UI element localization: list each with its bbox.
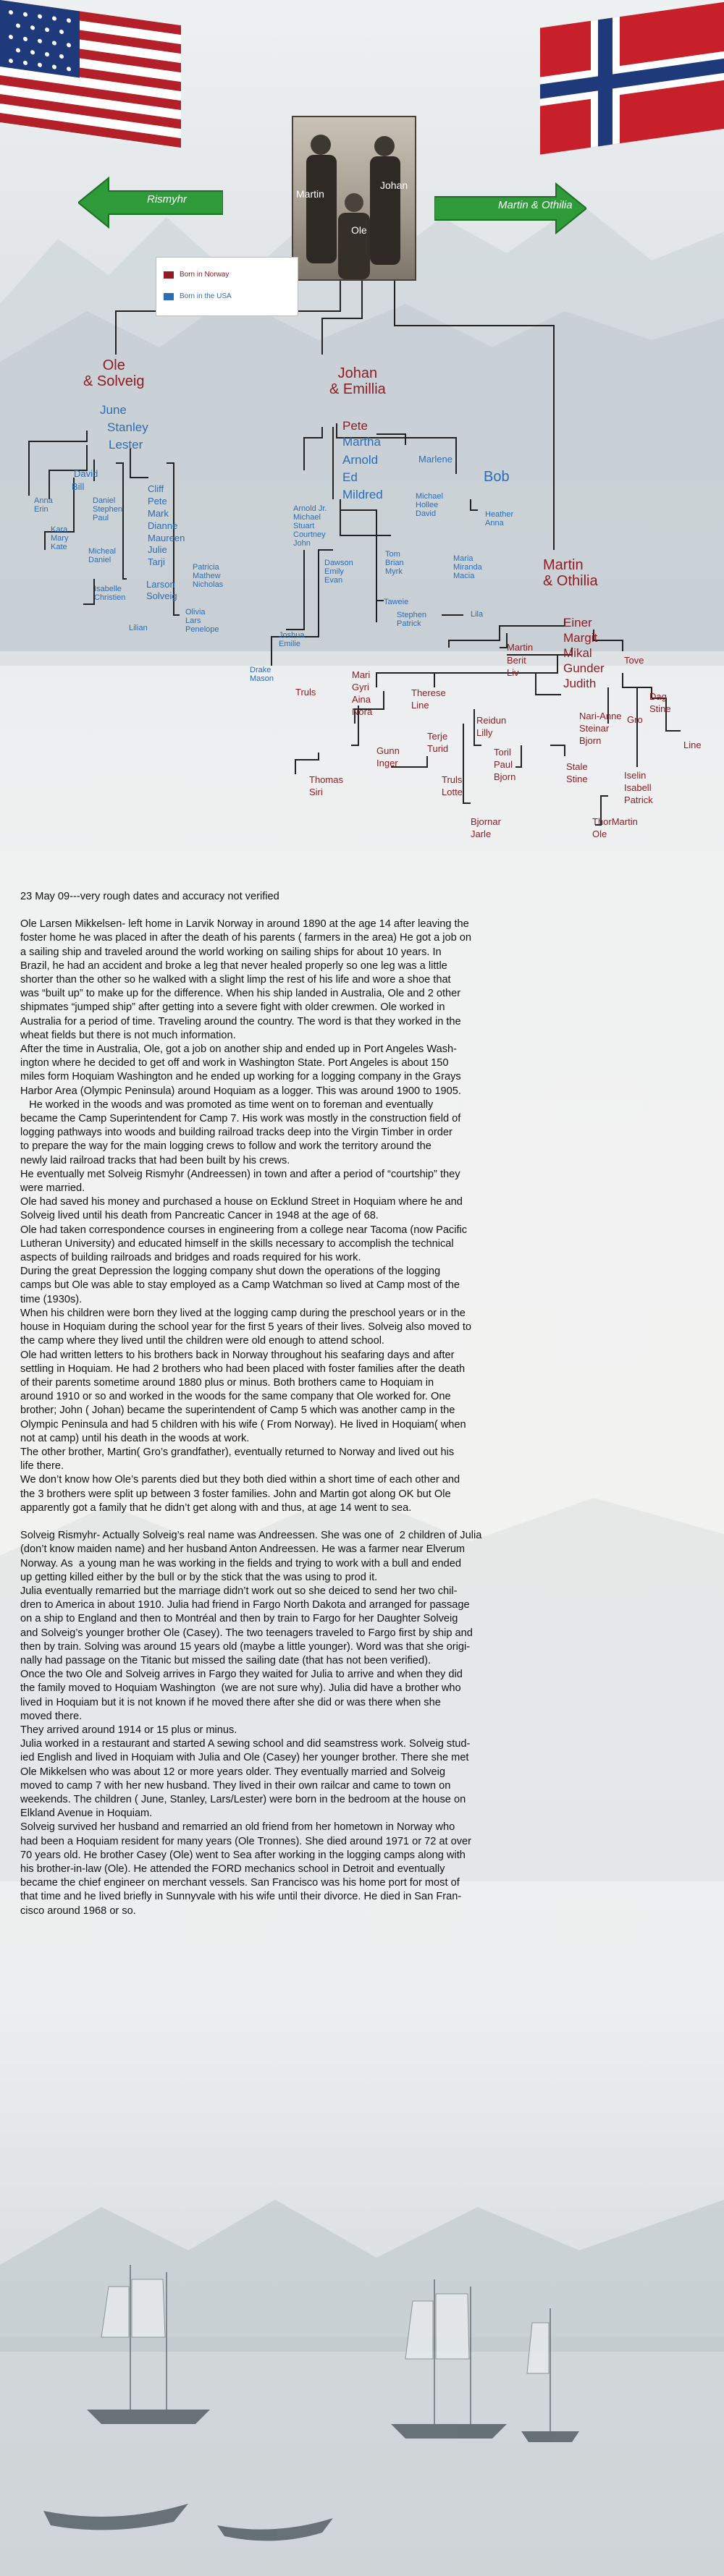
story-line: apparently got a family that he didn’t get along with and thus, at age 14 went to sea. (20, 1501, 412, 1514)
story-line: Ole Larsen Mikkelsen- left home in Larvik Norway in around 1890 at the age 14 after leaving the (20, 918, 469, 931)
story-line: nally had passage on the Titanic but missed the sailing date (that has not been verified). (20, 1654, 432, 1666)
tree-truls: Truls (295, 687, 316, 698)
story-line: Ole had saved his money and purchased a house on Ecklund Street in Hoquiam where he and (20, 1196, 463, 1208)
tree-truls-lotte: Truls Lotte (442, 774, 463, 797)
tree-drake-mason: Drake Mason (250, 666, 274, 684)
tree-isabelle-christien: Isabelle Christien (94, 585, 126, 603)
tree-lilian: Lilian (129, 624, 148, 632)
story-line: on a ship to England and then to Montréal and then by train to Fargo for her Daughter Solveig (20, 1613, 458, 1625)
story-line: During the great Depression the logging company shut down the operations of the logging (20, 1266, 441, 1278)
story-line: the family moved to Hoquiam Washington (we are not sure why). Julia did have a brother who (20, 1682, 461, 1695)
story-line: foster home he was placed in after the death of his parents ( farmers in the area) He got a job on (20, 932, 472, 944)
story-line: dren to America in about 1910. Julia had friend in Fargo North Dakota and arranged for passage (20, 1599, 470, 1611)
tree-thomas-siri: Thomas Siri (309, 774, 343, 797)
tree-bob: Bob (484, 469, 510, 485)
tree-margit: Margit (563, 631, 598, 645)
story-line: of their parents sometime around 1880 plus or minus. Both brothers came to Hoquiam in (20, 1376, 434, 1389)
story-line: cisco around 1968 or so. (20, 1905, 136, 1917)
tree-gro: Gro (627, 714, 643, 725)
story-line: to prepare the way for the main logging crews to follow and work the territory around the (20, 1140, 432, 1153)
tree-david: David (74, 468, 98, 479)
story-line: When his children were born they lived at the logging camp during the preschool years or in the (20, 1307, 466, 1319)
story-line: wheat fields but there is not much information. (20, 1029, 236, 1041)
story-line: became the chief engineer on merchant vessels. San Francisco was his home port for most of (20, 1877, 460, 1889)
tree-lester: Lester (109, 438, 143, 452)
story-line: settling in Hoquiam. He had 2 brothers who had been placed with foster families after the death (20, 1363, 466, 1375)
tree-gunn-inger: Gunn Inger (376, 745, 400, 768)
tree-ed: Ed (342, 470, 358, 484)
tree-marlene: Marlene (418, 454, 452, 465)
tree-johan-emillia: Johan & Emillia (329, 365, 386, 397)
story-line: 70 years old. He brother Casey (Ole) went to Sea after working in the logging camps along with (20, 1849, 466, 1861)
tree-taweie: Taweie (384, 598, 409, 606)
story-line: (don’t know maiden name) and her husband Anton Andreessen. He was a farmer near Elverum (20, 1543, 466, 1556)
story-line: Julia worked in a restaurant and started A sewing school and did seamstress work. Solveig stud- (20, 1738, 471, 1750)
story-line: Solveig Rismyhr- Actually Solveig’s real name was Andreessen. She was one of 2 children of Julia (20, 1530, 482, 1542)
tree-arnold: Arnold (342, 453, 379, 467)
story-line: weekends. The children ( June, Stanley, Lars/Lester) were born in the bedroom at the house on (20, 1793, 466, 1805)
tree-gunder: Gunder (563, 661, 605, 675)
story-line: logging pathways into woods and building railroad tracks deep into the Virgin Timber in order (20, 1127, 452, 1139)
story-line: Ole Mikkelsen who was about 12 or more years older. They eventually married and Solveig (20, 1766, 446, 1778)
tree-stale-stine: Stale Stine (566, 761, 588, 784)
story-line: lived in Hoquiam but it is not known if he moved there after she did or was there when she (20, 1696, 441, 1708)
story-line: Olympic Peninsula and had 5 children with his wife ( From Norway). He lived in Hoquiam( when (20, 1418, 466, 1431)
story-line: He worked in the woods and was promoted as time went on to foreman and eventually (20, 1098, 434, 1111)
tree-anna-erin: Anna Erin (34, 496, 53, 514)
arrow-left-label: Rismyhr (147, 193, 187, 206)
story-line: Once the two Ole and Solveig arrives in Fargo they waited for Julia to arrive and when they did (20, 1669, 463, 1681)
tree-martin-berit-liv: Martin Berit Liv (507, 642, 534, 679)
tree-cliff-group: Cliff Pete Mark Dianne Maureen Julie Tarji (148, 483, 185, 568)
legend-norway-label: Born in Norway (180, 271, 230, 279)
tree-june: June (100, 403, 127, 417)
tree-micheal-daniel: Micheal Daniel (88, 547, 116, 565)
story-line: Brazil, he had an accident and broke a leg that never healed properly so one leg was a little (20, 959, 447, 972)
tree-line-2: Line (683, 740, 702, 750)
story-line: up getting killed either by the bull or by the stick that the was using to prod it. (20, 1571, 378, 1583)
story-line: the camp where they lived until the children were old enough to attend school. (20, 1335, 384, 1347)
tree-martha: Martha (342, 435, 381, 449)
story-line: time (1930s). (20, 1293, 83, 1305)
photo-label-martin: Martin (296, 188, 324, 200)
tree-maria-group: Maria Miranda Macia (453, 554, 482, 581)
tree-tove: Tove (624, 655, 644, 666)
tree-arnold-group: Arnold Jr. Michael Stuart Courtney John (293, 504, 327, 548)
tree-dag-stine: Dag Stine (649, 691, 671, 714)
story-line: life there. (20, 1460, 64, 1473)
story-line: Ole had taken correspondence courses in engineering from a college near Tacoma (now Pacific (20, 1224, 468, 1236)
story-line: camps but Ole was able to stay employed as a Camp Watchman so lived at Camp most of the (20, 1279, 460, 1292)
tree-dawson-group: Dawson Emily Evan (324, 559, 353, 585)
sailing-ships-illustration (0, 2120, 724, 2576)
story-line: that time and he lived briefly in Sunnyvale with his wife until their divorce. He died in San Fran- (20, 1891, 462, 1903)
tree-stanley: Stanley (107, 420, 148, 434)
story-line: were married. (20, 1182, 85, 1195)
tree-olivia-group: Olivia Lars Penelope (185, 608, 219, 635)
family-tree (0, 0, 724, 868)
tree-therese-line: Therese Line (411, 687, 446, 711)
story-line: Norway. As a young man he was working in the fields and trying to work with a bull and ended (20, 1557, 461, 1569)
story-line: brother; John ( Johan) became the superintendent of Camp 5 which was another camp in the (20, 1404, 455, 1417)
story-line: They arrived around 1914 or 15 plus or minus. (20, 1724, 237, 1736)
tree-thormartin-ole: ThorMartin Ole (592, 816, 638, 839)
story-line: aspects of building railroads and bridges and roads required for his work. (20, 1252, 361, 1264)
story-line: ied English and lived in Hoquiam with Julia and Ole (Casey) her younger brother. There she met (20, 1752, 469, 1764)
tree-bjornar-jarle: Bjornar Jarle (471, 816, 501, 839)
story-line: his brother-in-law (Ole). He attended the FORD mechanics school in Detroit and eventually (20, 1863, 445, 1875)
story-line: Elkland Avenue in Hoquiam. (20, 1808, 153, 1820)
tree-larson-solveig: Larson Solveig (146, 579, 177, 602)
tree-martin-othilia: Martin & Othilia (543, 557, 598, 589)
story-line: Australia for a period of time. Traveling around the country. The word is that they worked in the (20, 1015, 461, 1028)
story-line: not at camp) until his death in the woods at work. (20, 1432, 250, 1444)
tree-michael-hollee-david: Michael Hollee David (416, 492, 443, 519)
story-line: and Solveig’s younger brother Ole (Casey). The two teenagers traveled to Fargo first by ship and (20, 1627, 473, 1639)
story-line: miles form Hoquiam Washington and he ended up working for a logging company in the Grays (20, 1071, 461, 1083)
tree-judith: Judith (563, 677, 597, 690)
photo-label-ole: Ole (351, 224, 367, 236)
story-line: Harbor Area (Olympic Peninsula) around Hoquiam as a logger. This was around 1900 to 1905. (20, 1085, 461, 1097)
story-line: Solveig lived until his death from Pancreatic Cancer in 1948 at the age of 68. (20, 1210, 379, 1222)
story-line: shipmates “jumped ship” after getting into a severe fight with older crewmen. Ole worked in (20, 1001, 445, 1014)
story-line: moved there. (20, 1710, 83, 1722)
tree-daniel-stephen-paul: Daniel Stephen Paul (93, 496, 122, 523)
story-line: house in Hoquiam during the school year for the first 5 years of their lives. Solveig also moved to (20, 1321, 471, 1334)
story-line (20, 1515, 708, 1529)
story-line: Solveig survived her husband and remarried an old friend from her hometown in Norway who (20, 1821, 455, 1834)
tree-joshua-emilie: Joshua Emilie (279, 631, 305, 649)
tree-reidun-lilly: Reidun Lilly (476, 715, 507, 738)
legend-usa-label: Born in the USA (180, 292, 232, 300)
story-line: then by train. Solving was around 15 years old (maybe a little younger). Word was that she origi- (20, 1640, 471, 1653)
story-line: Ole had written letters to his brothers back in Norway throughout his seafaring days and after (20, 1349, 455, 1361)
tree-heather-anna: Heather Anna (485, 510, 514, 528)
story-line: We don’t know how Ole’s parents died but they both died within a short time of each other and (20, 1474, 460, 1486)
family-history-text (20, 890, 708, 1918)
tree-nari-anne-group: Nari-Anne Steinar Bjorn (579, 711, 622, 746)
story-line: a sailing ship and traveled around the world working on sailing ships for about 10 years. In (20, 946, 442, 958)
story-line: had been a Hoquiam resident for many years (Ole Tronnes). She died around 1971 or 72 at over (20, 1835, 472, 1847)
photo-label-johan: Johan (380, 179, 408, 191)
story-line: ington where he decided to get off and work in Washington State. Port Angeles is about 150 (20, 1057, 449, 1069)
tree-mildred: Mildred (342, 488, 383, 501)
tree-mari-group: Mari Gyri Aina Nora (352, 669, 373, 717)
tree-kara-mary-kate: Kara Mary Kate (51, 525, 69, 552)
story-line: around 1910 or so and worked in the woods for the same company that Ole worked for. One (20, 1391, 451, 1403)
story-line: shorter than the other so he walked with a slight limp the rest of his life and wore a shoe that (20, 974, 451, 986)
tree-einer: Einer (563, 616, 592, 630)
story-line: The other brother, Martin( Gro’s grandfather), eventually returned to Norway and lived out his (20, 1446, 455, 1458)
tree-terje-turid: Terje Turid (427, 731, 449, 754)
story-line: the 3 brothers were split up between 3 foster families. John and Martin got along OK but Ole (20, 1488, 451, 1500)
tree-lila: Lila (471, 610, 484, 619)
tree-ole-solveig: Ole & Solveig (83, 357, 145, 389)
tree-bill: Bill (72, 481, 85, 492)
tree-toril-group: Toril Paul Bjorn (494, 747, 516, 782)
tree-patricia-group: Patricia Mathew Nicholas (193, 563, 224, 590)
story-line: Julia eventually remarried but the marriage didn’t work out so she deiced to send her two chil- (20, 1585, 458, 1597)
tree-iselin-group: Iselin Isabell Patrick (624, 770, 653, 805)
arrow-right-label: Martin & Othilia (498, 199, 573, 211)
tree-tom-brian-myrk: Tom Brian Myrk (385, 550, 404, 577)
tree-mikal: Mikal (563, 646, 592, 660)
story-line: newly laid railroad tracks that had been built by his crews. (20, 1154, 290, 1166)
date-note: 23 May 09---very rough dates and accuracy not verified (20, 891, 279, 902)
tree-pete: Pete (342, 419, 368, 433)
story-line: Lutheran University) and educated himself in the skills necessary to accomplish the technical (20, 1237, 454, 1250)
story-line: moved to camp 7 with her new husband. They lived in their own railcar and came to town on (20, 1779, 451, 1792)
story-line: became the Camp Superintendent for Camp 7. His work was mostly in the construction field of (20, 1113, 461, 1125)
story-line: He eventually met Solveig Rismyhr (Andreessen) in town and after a period of “courtship” they (20, 1168, 460, 1180)
story-paragraphs (20, 918, 708, 1918)
tree-stephen-patrick: Stephen Patrick (397, 611, 426, 629)
story-line: was “built up” to make up for the difference. When his ship landed in Australia, Ole and 2 other (20, 988, 461, 1000)
story-line: After the time in Australia, Ole, got a job on another ship and ended up in Port Angeles Wash- (20, 1043, 458, 1056)
